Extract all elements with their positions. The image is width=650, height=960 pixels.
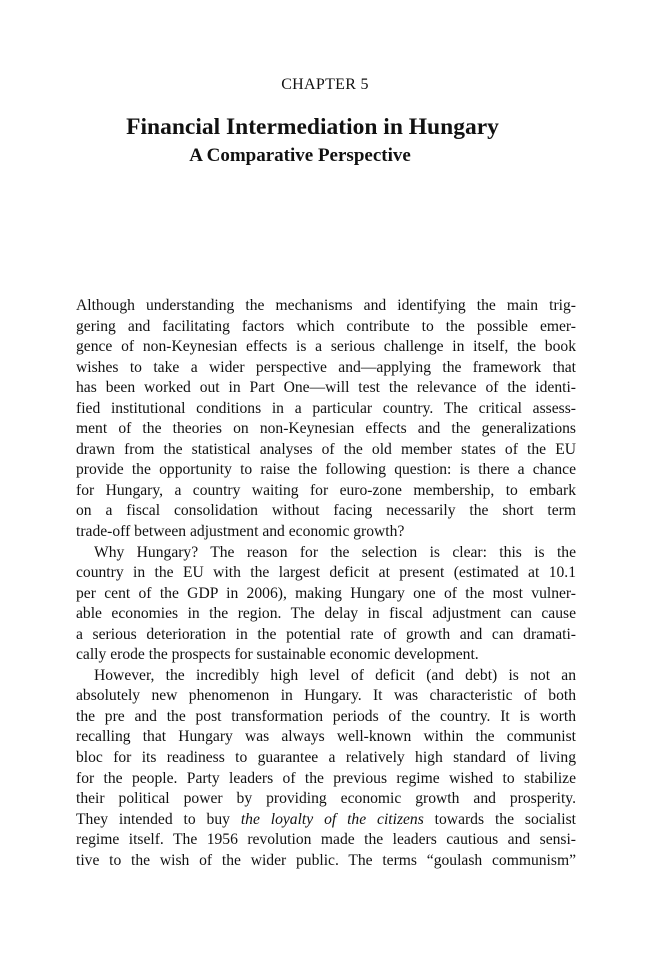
text-line: wishes to take a wider perspective and—applying the framework that (76, 358, 576, 376)
text-line: gence of non-Keynesian effects is a serious challenge in itself, the book (76, 338, 576, 356)
text-line: the pre and the post transformation periods of the country. It is worth (76, 707, 576, 725)
chapter-label: CHAPTER 5 (281, 76, 369, 93)
text-line: able economies in the region. The delay in fiscal adjustment can cause (76, 605, 576, 623)
text-segment: They intended to buy (76, 810, 241, 828)
text-line: regime itself. The 1956 revolution made the leaders cautious and sensi- (76, 831, 576, 849)
paragraph-2 (76, 543, 576, 666)
text-line: for the people. Party leaders of the previous regime wished to stabilize (76, 769, 576, 787)
paragraph-1 (76, 296, 576, 543)
text-line: Why Hungary? The reason for the selection is clear: this is the (94, 543, 576, 561)
text-line: provide the opportunity to raise the following question: is there a chance (76, 461, 576, 479)
text-line: drawn from the statistical analyses of the old member states of the EU (76, 440, 576, 458)
text-line: cally erode the prospects for sustainable economic development. (76, 646, 479, 664)
text-line: their political power by providing economic growth and prosperity. (76, 790, 576, 808)
text-line: absolutely new phenomenon in Hungary. It was characteristic of both (76, 687, 576, 705)
text-line: country in the EU with the largest deficit at present (estimated at 10.1 (76, 564, 576, 582)
text-line: a serious deterioration in the potential rate of growth and can dramati- (76, 625, 576, 643)
text-line: recalling that Hungary was always well-known within the communist (76, 728, 576, 746)
text-line: bloc for its readiness to guarantee a relatively high standard of living (76, 749, 576, 767)
text-segment: towards the socialist (423, 810, 576, 828)
text-line: fied institutional conditions in a particular country. The critical assess- (76, 399, 576, 417)
text-line: However, the incredibly high level of deficit (and debt) is not an (94, 666, 576, 684)
text-line: trade-off between adjustment and economic growth? (76, 523, 405, 541)
body-text (76, 296, 576, 871)
emphasis-text: the loyalty of the citizens (240, 810, 424, 828)
text-line: Although understanding the mechanisms and identifying the main trig- (76, 297, 576, 314)
text-line: per cent of the GDP in 2006), making Hungary one of the most vulner- (76, 584, 576, 602)
text-line: on a fiscal consolidation without facing necessarily the short term (76, 502, 576, 520)
chapter-subtitle: A Comparative Perspective (189, 145, 411, 166)
chapter-title: Financial Intermediation in Hungary (126, 114, 499, 140)
text-line-with-emphasis (76, 810, 576, 831)
text-line: has been worked out in Part One—will test the relevance of the identi- (76, 379, 576, 397)
text-line: ment of the theories on non-Keynesian effects and the generalizations (76, 420, 576, 438)
text-line: for Hungary, a country waiting for euro-zone membership, to embark (76, 481, 576, 499)
text-line: tive to the wish of the wider public. The terms “goulash communism” (76, 851, 576, 869)
paragraph-3 (76, 666, 576, 871)
text-line: gering and facilitating factors which contribute to the possible emer- (76, 317, 576, 335)
